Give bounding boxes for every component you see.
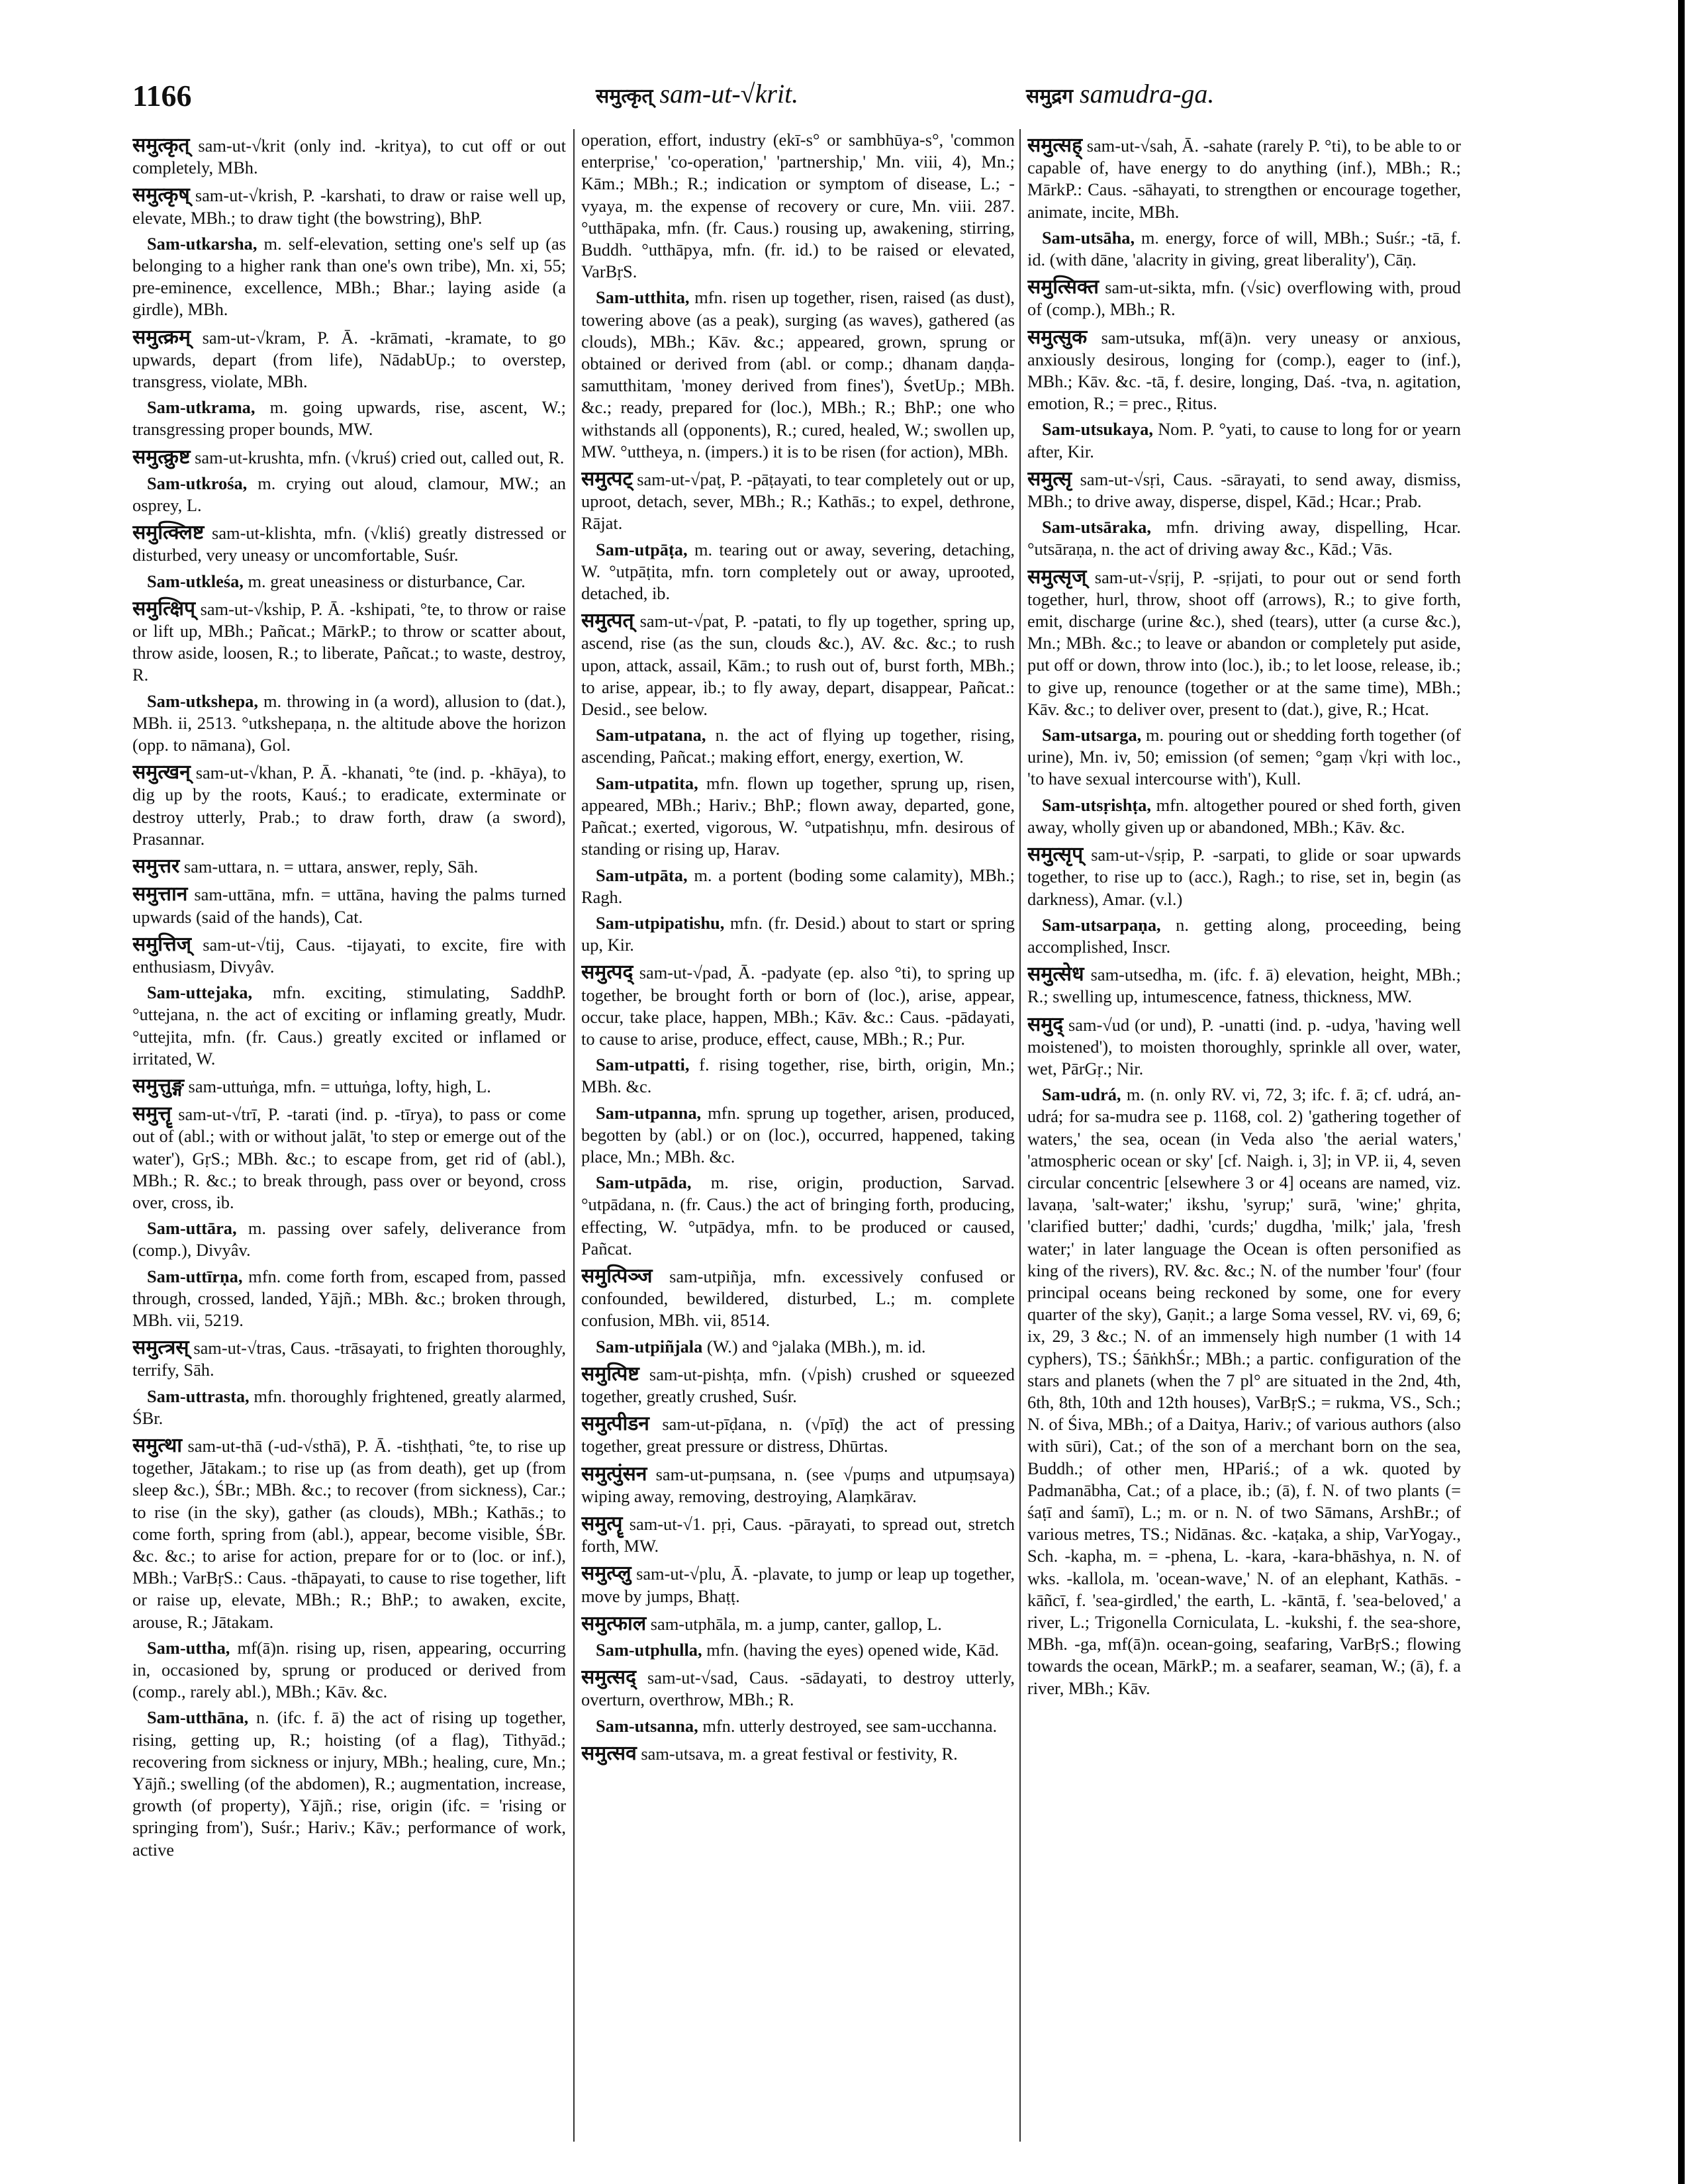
entry-text: sam-ut-sikta, mfn. (√sic) overflowing with, proud of (comp.), MBh.; R. (1027, 277, 1461, 320)
entry-text: sam-ut-√sad, Caus. -sādayati, to destroy utterly, overturn, overthrow, MBh.; R. (581, 1668, 1015, 1710)
entry-text: sam-ut-√kship, P. Ā. -kshipati, °te, to throw or raise or lift up, MBh.; Pañcat.; MārkP.; to throw or scatter about, throw aside, loosen, R.; to liberate, Pañcat.; to waste, destroy, R. (132, 598, 566, 685)
dictionary-entry (132, 473, 566, 516)
entry-text: m. great uneasiness or disturbance, Car. (243, 571, 526, 591)
dictionary-entry (132, 1435, 566, 1633)
dictionary-entry (1027, 963, 1461, 1008)
headword-devanagari: समुत्सृप् (1027, 843, 1084, 867)
entry-text: sam-ut-√khan, P. Ā. -khanati, °te (ind. p. -khāya), to dig up by the roots, Kauś.; to eradicate, exterminate or destroy utterly, Prab.; to draw forth, draw (a sword), Prasannar. (132, 763, 566, 849)
headword-devanagari: समुत्क्रम् (132, 325, 191, 349)
dictionary-entry (132, 397, 566, 440)
entry-text: sam-ut-klishta, mfn. (√kliś) greatly distressed or disturbed, very uneasy or uncomfortable, Suśr. (132, 523, 566, 565)
headword-devanagari: समुत्सह् (1027, 134, 1083, 157)
headword-devanagari: समुत्पीडन (581, 1412, 649, 1436)
entry-text: mfn. (fr. Desid.) about to start or spring up, Kir. (581, 912, 1015, 955)
entry-text: m. (n. only RV. vi, 72, 3; ifc. f. ā; cf. udrá, an-udrá; for sa-mudra see p. 1168, col. 2) 'gathering together of waters,' the sea, ocean (in Veda also 'the aerial waters,' 'atmospheric ocean or sky' [cf. Naigh. i, 3]; in VP. ii, 4, seven circular concentric [elsewhere 3 or 4] oceans are named, viz. lavaṇa, 'salt-water;' ikshu, 'syrup;' surā, 'wine;' ghṛita, 'clarified butter;' dadhi, 'curds;' dugdha, 'milk;' jala, 'fresh water;' in later language the Ocean is often personified as king of the rivers), RV. &c. &c.; N. of the number 'four' (four principal oceans being reckoned by some, one for every quarter of the sky), Gaṇit.; a large Soma vessel, RV. vi, 69, 6; ix, 29, 3 &c.; N. of an immensely high number (1 with 14 cyphers), TS.; ŚāṅkhŚr.; MBh.; a partic. configuration of the stars and planets (when the 7 pl° are situated in the 2nd, 4th, 6th, 8th, 10th and 12th houses), VarBṛS.; = rukma, VS., Sch.; N. of Śiva, MBh.; of a Daitya, Hariv.; of various authors (also with sūri), Cat.; of the son of a merchant born on the sea, Buddh.; of other men, HPariś.; of a wk. quoted by Padmanābha, Cat.; of a place, ib.; (ā), f. N. of two plants (= śaṭī and śamī), L.; m. or n. N. of two Sāmans, ArshBr.; of various metres, TS.; Nidānas. &c. -kaṭaka, a ship, VarYogay., Sch. -kapha, m. = -phena, L. -kara, -kara-bhāshya, n. N. of wks. -kallola, m. 'ocean-wave,' N. of an elephant, Kathās. -kāñcī, f. 'sea-girdled,' the earth, L. -kāntā, f. 'sea-beloved,' a river, L.; Trigonella Corniculata, L. -kukshi, f. the sea-shore, MBh. -ga, mf(ā)n. ocean-going, seafaring, VarBṛS.; flowing towards the ocean, MārkP.; m. a seafarer, seaman, W.; (ā), f. a river, MBh.; Kāv. (1027, 1084, 1461, 1698)
entry-text: mfn. (having the eyes) opened wide, Kād. (702, 1640, 1000, 1660)
headword-devanagari: समुत्तुङ्ग (132, 1074, 184, 1098)
subentry-headword: Sam-utkarsha, (147, 233, 258, 254)
entry-text: mfn. thoroughly frightened, greatly alarmed, ŚBr. (132, 1386, 566, 1428)
subentry-headword: Sam-utkleśa, (147, 571, 244, 591)
entry-text: sam-ut-krushta, mfn. (√kruś) cried out, called out, R. (190, 447, 565, 467)
dictionary-entry (581, 961, 1015, 1050)
dictionary-entry (1027, 843, 1461, 910)
dictionary-entry (1027, 566, 1461, 720)
entry-text: operation, effort, industry (ekī-s° or sambhūya-s°, 'common enterprise,' 'co-operation,' 'partnership,' Mn. viii, 4), Mn.; Kām.; MBh.; R.; indication or symptom of disease, L.; -vyaya, m. the expense of recovery or cure, Mn. viii. 287. °utthāpaka, mfn. (fr. Caus.) rousing up, awakening, stirring, Buddh. °utthāpya, mfn. (fr. id.) to be raised or elevated, VarBṛS. (581, 130, 1015, 282)
column-3 (1027, 129, 1461, 2142)
subentry-headword: Sam-uttīrṇa, (147, 1266, 243, 1286)
entry-text: mfn. altogether poured or shed forth, given away, wholly given up or abandoned, MBh.; Kāv. &c. (1027, 794, 1461, 837)
headword-devanagari: समुत्पत् (581, 609, 634, 633)
entry-text: m. a portent (boding some calamity), MBh.; Ragh. (581, 865, 1015, 907)
dictionary-entry (1027, 134, 1461, 223)
dictionary-entry (132, 522, 566, 566)
dictionary-entry (581, 773, 1015, 861)
entry-text: sam-ut-pīḍana, n. (√pīḍ) the act of pressing together, great pressure or distress, Dhūrtas. (581, 1414, 1015, 1456)
dictionary-entry (581, 1265, 1015, 1332)
dictionary-entry (1027, 1014, 1461, 1080)
page-header (132, 78, 1509, 131)
dictionary-entry (1027, 794, 1461, 838)
entry-text: m. pouring out or shedding forth together (of urine), Mn. iv, 50; emission (of semen; °gaṃ √kṛi with loc., 'to have sexual intercourse with'), Kull. (1027, 725, 1461, 789)
dictionary-entry (581, 1336, 1015, 1358)
dictionary-entry (581, 1513, 1015, 1557)
subentry-headword: Sam-utpipatishu, (596, 912, 725, 933)
entry-text: mfn. utterly destroyed, see sam-ucchanna. (698, 1715, 998, 1736)
dictionary-entry (1027, 468, 1461, 512)
headword-devanagari: समुत्क्रुष्ट (132, 445, 191, 469)
headword-devanagari: समुत्फाल (581, 1611, 647, 1635)
dictionary-entry (132, 233, 566, 321)
dictionary-entry (1027, 276, 1461, 320)
entry-text: sam-utpiñja, mfn. excessively confused or confounded, bewildered, disturbed, L.; m. complete confusion, MBh. vii, 8514. (581, 1266, 1015, 1331)
dictionary-entry (132, 446, 566, 469)
dictionary-entry (132, 571, 566, 593)
entry-text: mf(ā)n. rising up, risen, appearing, occurring in, occasioned by, sprung or produced or derived from (comp., rarely abl.), MBh.; Kāv. &c. (132, 1637, 566, 1702)
headword-devanagari: समुत्सृ (1027, 467, 1072, 491)
headword-devanagari: समुत्सव (581, 1741, 637, 1765)
subentry-headword: Sam-utkrośa, (147, 473, 248, 493)
dictionary-entry (1027, 227, 1461, 271)
entry-text: sam-ut-√pat, P. -patati, to fly up together, spring up, ascend, rise (as the sun, clouds &c.), AV. &c. &c.; to rush upon, attack, assail, Kām.; to rush out of, burst forth, MBh.; to arise, appear, ib.; to fly away, depart, disappear, Pañcat.: Desid., see below. (581, 611, 1015, 720)
dictionary-entry (581, 1054, 1015, 1098)
entry-text: sam-ut-puṃsana, n. (see √puṃs and utpuṃsaya) wiping away, removing, destroying, Alaṃkārav. (581, 1464, 1015, 1506)
entry-text: m. throwing in (a word), allusion to (dat.), MBh. ii, 2513. °utkshepaṇa, n. the altitude above the horizon (opp. to nāmana), Gol. (132, 690, 566, 755)
dictionary-entry (581, 1715, 1015, 1737)
subentry-headword: Sam-udrá, (1042, 1084, 1121, 1105)
headword-devanagari: समुत्तिज् (132, 932, 191, 956)
dictionary-entry (581, 1666, 1015, 1711)
entry-text: sam-ut-√1. pṛi, Caus. -pārayati, to spread out, stretch forth, MW. (581, 1513, 1015, 1556)
entry-text: sam-uttāna, mfn. = uttāna, having the palms turned upwards (said of the hands), Cat. (132, 884, 566, 927)
column-divider (1019, 129, 1021, 2142)
entry-text: m. crying out aloud, clamour, MW.; an osprey, L. (132, 473, 566, 516)
subentry-headword: Sam-uttrasta, (147, 1386, 250, 1406)
headword-devanagari: समुत्पद् (581, 961, 633, 984)
entry-text: m. rise, origin, production, Sarvad. °utpādana, n. (fr. Caus.) the act of bringing forth, producing, effecting, W. °utpādya, mfn. to be produced or caused, Pañcat. (581, 1172, 1015, 1258)
dictionary-entry (132, 1217, 566, 1261)
subentry-headword: Sam-utsāraka, (1042, 517, 1151, 538)
dictionary-entry (1027, 914, 1461, 958)
headword-devanagari: समुत्तान (132, 882, 188, 906)
entry-text: sam-ut-√sṛij, P. -sṛijati, to pour out or send forth together, hurl, throw, shoot off (arrows), R.; to give forth, emit, discharge (urine &c.), shed (tears), utter (a curse &c.), Mn.; MBh. &c.; to leave or abandon or completely put aside, put off or down, throw into (loc.), ib.; to let loose, release, ib.; to give up, renounce (together or at the same time), MBh.; Kāv. &c.; to deliver over, present to (dat.), give, R.; Hcat. (1027, 567, 1461, 719)
entry-text: sam-utphāla, m. a jump, canter, gallop, L. (646, 1613, 942, 1634)
left-running-head-roman: sam-ut-√krit. (659, 79, 799, 109)
dictionary-entry (132, 326, 566, 393)
entry-text: sam-ut-√sṛip, P. -sarpati, to glide or soar upwards together, to rise up to (acc.), Ragh.; to rise, set in, begin (as darkness), Amar. (v.l.) (1027, 845, 1461, 909)
entry-text: sam-ut-√krish, P. -karshati, to draw or raise well up, elevate, MBh.; to draw tight (the bowstring), BhP. (132, 185, 566, 228)
dictionary-entry (581, 1102, 1015, 1168)
dictionary-entry (132, 1386, 566, 1429)
entry-text: f. rising together, rise, birth, origin, Mn.; MBh. &c. (581, 1055, 1015, 1097)
column-divider (573, 129, 575, 2142)
subentry-headword: Sam-utsṛishṭa, (1042, 794, 1151, 815)
dictionary-entry (581, 1463, 1015, 1507)
subentry-headword: Sam-uttāra, (147, 1218, 237, 1239)
entry-text: n. getting along, proceeding, being accomplished, Inscr. (1027, 914, 1461, 957)
dictionary-entry (581, 724, 1015, 768)
dictionary-entry (132, 1103, 566, 1213)
subentry-headword: Sam-utpatana, (596, 725, 706, 745)
entry-text: m. going upwards, rise, ascent, W.; transgressing proper bounds, MW. (132, 397, 566, 440)
dictionary-entry (581, 1413, 1015, 1457)
entry-text: m. self-elevation, setting one's self up (as belonging to a higher rank than one's own tribe), Mn. xi, 55; pre-eminence, excellence, MBh.; Bhar.; laying aside (a girdle), MBh. (132, 233, 566, 320)
page-number: 1166 (132, 79, 192, 113)
entry-text: sam-√ud (or und), P. -unatti (ind. p. -udya, 'having well moistened'), to moisten thoroughly, sprinkle all over, water, wet, PārGṛ.; Nir. (1027, 1014, 1461, 1078)
headword-devanagari: समुत्प्लु (581, 1562, 632, 1586)
dictionary-entry (132, 134, 566, 179)
dictionary-entry (581, 287, 1015, 463)
headword-devanagari: समुत्था (132, 1433, 183, 1457)
dictionary-entry (581, 1172, 1015, 1260)
entry-text: sam-ut-√pad, Ā. -padyate (ep. also °ti), to spring up together, be brought forth or born of (loc.), arise, appear, occur, take place, happen, MBh.; Kāv. &c.: Caus. -pādayati, to cause to arise, produce, effect, cause, MBh.; R.; Pur. (581, 963, 1015, 1049)
entry-text: n. (ifc. f. ā) the act of rising up together, rising, getting up, R.; hoisting (of a flag), Tithyād.; recovering from sickness or injury, MBh.; healing, cure, Mn.; Yājñ.; swelling (of the abdomen), R.; augmentation, increase, growth (of property), Yājñ.; rise, origin (ifc. = 'rising or springing from'), Suśr.; Hariv.; Kāv.; performance of work, active (132, 1707, 566, 1860)
dictionary-entry (132, 184, 566, 228)
dictionary-entry (132, 933, 566, 978)
column-1 (132, 129, 566, 2142)
entry-text: sam-ut-√trī, P. -tarati (ind. p. -tīrya), to pass or come out of (abl.; with or without jalāt, 'to step or emerge out of the water'), GṛS.; MBh. &c.; to escape from, get rid of (abl.), MBh.; R. &c.; to break through, pass over or beyond, cross over, cross, ib. (132, 1104, 566, 1212)
dictionary-entry (132, 855, 566, 878)
dictionary-entry (581, 610, 1015, 720)
subentry-headword: Sam-utkshepa, (147, 690, 258, 711)
entry-text: sam-ut-√krit (only ind. -krityа), to cut off or out completely, MBh. (132, 136, 566, 178)
dictionary-entry (581, 539, 1015, 605)
headword-devanagari: समुत्सद् (581, 1666, 637, 1689)
subentry-headword: Sam-utpāta, (596, 865, 688, 885)
entry-text: sam-ut-√sah, Ā. -sahate (rarely P. °ti), to be able to or capable of, have energy to do anything (inf.), MBh.; R.; MārkP.: Caus. -sāhayati, to strengthen or encourage together, animate, incite, MBh. (1027, 136, 1461, 222)
entry-text: sam-ut-√tras, Caus. -trāsayati, to frighten thoroughly, terrify, Sāh. (132, 1338, 566, 1380)
entry-text: mfn. come forth from, escaped from, passed through, crossed, landed, Yājñ.; MBh. &c.; broken through, MBh. vii, 5219. (132, 1266, 566, 1330)
subentry-headword: Sam-utsāha, (1042, 227, 1135, 248)
headword-devanagari: समुत्सृज् (1027, 565, 1087, 589)
dictionary-entry (132, 598, 566, 687)
headword-devanagari: समुद् (1027, 1012, 1064, 1036)
entry-text: sam-ut-thā (-ud-√sthā), P. Ā. -tishṭhati, °te, to rise up together, Jātakam.; to rise up (as from death), get up (from sleep &c.), ŚBr.; MBh. &c.; to recover (from sickness), Car.; to rise (in the sky), gather (as clouds), MBh.; Kathās.; to come forth, spring from (abl.), appear, become visible, ŚBr. &c. &c.; to arise for action, prepare for or to (loc. or inf.), MBh.; VarBṛS.: Caus. -thāpayati, to cause to rise together, lift or raise up, elevate, MBh.; R.; BhP.; to awaken, excite, arouse, R.; Jātakam. (132, 1435, 566, 1632)
dictionary-entry (132, 761, 566, 850)
headword-devanagari: समुत्पिञ्ज (581, 1264, 653, 1288)
subentry-headword: Sam-utpiñjala (596, 1336, 703, 1356)
entry-text: sam-uttara, n. = uttara, answer, reply, Sāh. (179, 857, 479, 877)
headword-devanagari: समुत्पिष्ट (581, 1362, 639, 1386)
subentry-headword: Sam-utsanna, (596, 1715, 698, 1736)
entry-text: sam-ut-√tij, Caus. -tijayati, to excite, fire with enthusiasm, Divyâv. (132, 934, 566, 976)
dictionary-entry (1027, 1084, 1461, 1699)
subentry-headword: Sam-utpanna, (596, 1102, 702, 1123)
entry-text: (W.) and °jalaka (MBh.), m. id. (702, 1336, 926, 1356)
subentry-headword: Sam-utkrama, (147, 397, 256, 418)
headword-devanagari: समुत्कृत् (132, 134, 190, 157)
headword-devanagari: समुत्त्रस् (132, 1336, 189, 1360)
entry-text: m. energy, force of will, MBh.; Suśr.; -tā, f. id. (with dāne, 'alacrity in giving, great liberality'), Cāṇ. (1027, 227, 1461, 270)
dictionary-entry (132, 1637, 566, 1703)
subentry-headword: Sam-utsarga, (1042, 725, 1142, 745)
subentry-headword: Sam-utpāda, (596, 1172, 692, 1193)
entry-text: sam-utsava, m. a great festival or festivity, R. (636, 1743, 958, 1764)
dictionary-entry (132, 1266, 566, 1332)
dictionary-entry (581, 865, 1015, 908)
entry-text: mfn. risen up together, risen, raised (as dust), towering above (as a peak), surging (as waves), gathered (as clouds), MBh.; Kāv. &c.; appeared, grown, sprung or obtained or derived from (abl. or comp.; dhanam daṇḍa-samutthitam, 'money derived from fines'), ŚvetUp.; MBh. &c.; ready, prepared for (loc.), MBh.; R.; BhP.; one who withstands all (opponents), R.; cured, healed, W.; swollen up, MW. °uttheya, n. (impers.) it is to be risen (for action), MBh. (581, 287, 1015, 461)
dictionary-entry (1027, 724, 1461, 790)
headword-devanagari: समुत्पट् (581, 467, 633, 491)
dictionary-entry (132, 1707, 566, 1860)
column-2 (581, 129, 1015, 2142)
dictionary-entry (132, 982, 566, 1070)
entry-text: sam-uttuṅga, mfn. = uttuṅga, lofty, high, L. (183, 1076, 491, 1096)
entry-text: m. tearing out or away, severing, detaching, W. °utpāṭita, mfn. torn completely out or away, uprooted, detached, ib. (581, 539, 1015, 604)
right-running-head (1026, 78, 1214, 109)
subentry-headword: Sam-utsukaya, (1042, 419, 1153, 440)
headword-devanagari: समुत्सुक (1027, 325, 1088, 349)
dictionary-entry (581, 1742, 1015, 1765)
entry-text: sam-utsuka, mf(ā)n. very uneasy or anxious, anxiously desirous, longing for (comp.), eager to (inf.), MBh.; Kāv. &c. -tā, f. desire, longing, Daś. -tva, n. agitation, emotion, R.; = prec., Ṛitus. (1027, 327, 1461, 414)
dictionary-entry (581, 1639, 1015, 1661)
subentry-headword: Sam-uttejaka, (147, 982, 253, 1003)
dictionary-entry (581, 468, 1015, 535)
subentry-headword: Sam-utpāṭa, (596, 539, 688, 559)
right-running-head-roman: samudra-ga. (1080, 79, 1215, 109)
entry-text: sam-ut-pishṭa, mfn. (√pish) crushed or squeezed together, greatly crushed, Suśr. (581, 1364, 1015, 1406)
dictionary-entry (581, 1613, 1015, 1635)
dictionary-entry (581, 1363, 1015, 1407)
subentry-headword: Sam-utthāna, (147, 1707, 249, 1728)
entry-text: sam-ut-√plu, Ā. -plavate, to jump or leap up together, move by jumps, Bhaṭṭ. (581, 1564, 1015, 1606)
entry-text: mfn. driving away, dispelling, Hcar. °utsāraṇa, n. the act of driving away &c., Kād.; Vās. (1027, 517, 1461, 559)
subentry-headword: Sam-utpatita, (596, 773, 698, 793)
headword-devanagari: समुत्सिक्त (1027, 275, 1100, 299)
right-running-head-devanagari: समुद्रग (1026, 85, 1074, 108)
headword-devanagari: समुत्खन् (132, 761, 191, 784)
entry-text: mfn. exciting, stimulating, SaddhP. °uttejana, n. the act of exciting or inflaming greatly, Mudr. °uttejita, mfn. (fr. Caus.) greatly excited or inflamed or irritated, W. (132, 982, 566, 1068)
dictionary-entry (132, 883, 566, 927)
entry-text: sam-ut-√kram, P. Ā. -krāmati, -kramate, to go upwards, depart (from life), NādabUp.; to overstep, transgress, violate, MBh. (132, 327, 566, 392)
dictionary-entry (1027, 516, 1461, 560)
dictionary-entry (581, 129, 1015, 283)
subentry-headword: Sam-utphulla, (596, 1640, 702, 1660)
subentry-headword: Sam-utpatti, (596, 1055, 690, 1075)
headword-devanagari: समुत्पॄ (581, 1511, 623, 1535)
entry-text: Nom. P. °yati, to cause to long for or yearn after, Kir. (1027, 419, 1461, 461)
entry-text: mfn. flown up together, sprung up, risen, appeared, MBh.; Hariv.; BhP.; flown away, departed, gone, Pañcat.; exerted, vigorous, W. °utpatishṇu, mfn. desirous of standing or rising up, Harav. (581, 773, 1015, 859)
page-edge (1678, 0, 1685, 2184)
dictionary-entry (1027, 326, 1461, 415)
entry-text: sam-ut-√paṭ, P. -pāṭayati, to tear completely out or up, uproot, detach, sever, MBh.; R.; Kathās.; to expel, dethrone, Rājat. (581, 469, 1015, 534)
headword-devanagari: समुत्तर (132, 855, 180, 878)
headword-devanagari: समुत्तॄ (132, 1102, 171, 1126)
left-running-head-devanagari: समुत्कृत् (596, 85, 653, 108)
headword-devanagari: समुत्क्षिप् (132, 596, 196, 620)
entry-text: m. passing over safely, deliverance from (comp.), Divyâv. (132, 1218, 566, 1260)
subentry-headword: Sam-utsarpaṇa, (1042, 914, 1161, 935)
dictionary-entry (581, 1562, 1015, 1607)
subentry-headword: Sam-uttha, (147, 1637, 230, 1658)
dictionary-entry (132, 1337, 566, 1381)
headword-devanagari: समुत्क्लिष्ट (132, 521, 205, 545)
dictionary-entry (132, 690, 566, 757)
dictionary-entry (132, 1075, 566, 1098)
entry-text: n. the act of flying up together, rising, ascending, Pañcat.; making effort, energy, exertion, W. (581, 725, 1015, 767)
dictionary-entry (1027, 418, 1461, 462)
headword-devanagari: समुत्सेध (1027, 963, 1084, 986)
dictionary-entry (581, 912, 1015, 956)
entry-text: mfn. sprung up together, arisen, produced, begotten by (abl.) or on (loc.), occurred, happened, taking place, Mn.; MBh. &c. (581, 1102, 1015, 1166)
left-running-head (596, 78, 798, 109)
entry-text: sam-ut-√sṛi, Caus. -sārayati, to send away, dismiss, MBh.; to drive away, disperse, dispel, Kād.; Hcar.; Prab. (1027, 469, 1461, 512)
subentry-headword: Sam-utthita, (596, 287, 690, 308)
entry-text: sam-utsedha, m. (ifc. f. ā) elevation, height, MBh.; R.; swelling up, intumescence, fatness, thickness, MW. (1027, 965, 1461, 1007)
headword-devanagari: समुत्पुंसन (581, 1462, 647, 1486)
headword-devanagari: समुत्कृष् (132, 183, 190, 207)
